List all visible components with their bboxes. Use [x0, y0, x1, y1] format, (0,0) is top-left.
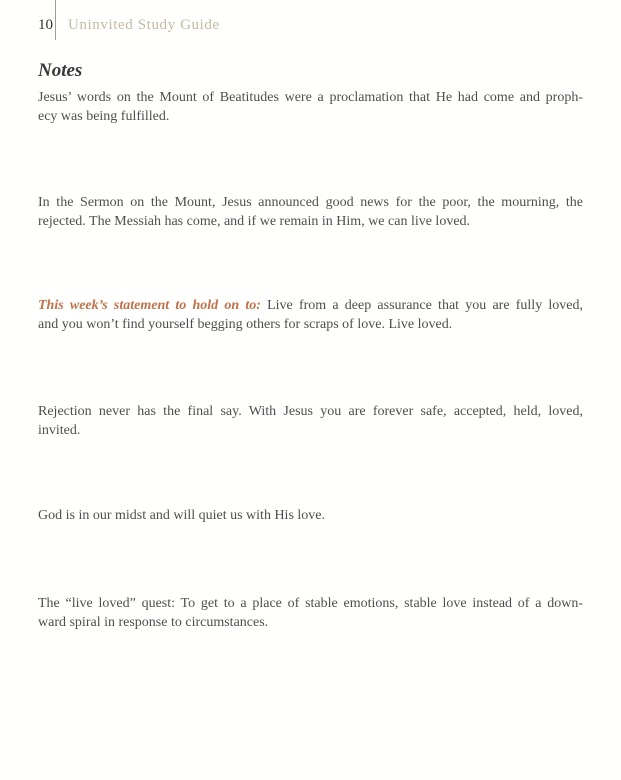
page-number: 10 [38, 17, 53, 33]
note-paragraph [38, 506, 583, 525]
text-line: Jesus’ words on the Mount of Beatitudes were a proclamation that He had come and proph- [38, 90, 583, 105]
text-line: In the Sermon on the Mount, Jesus announced good news for the poor, the mourning, the [38, 195, 583, 210]
notes-heading: Notes [38, 60, 83, 81]
text-line [38, 296, 583, 315]
text-line: ward spiral in response to circumstances. [38, 615, 269, 630]
text-line: and you won’t find yourself begging others for scraps of love. Live loved. [38, 317, 453, 332]
text-line: God is in our midst and will quiet us with His love. [38, 508, 325, 523]
note-paragraph [38, 88, 583, 126]
statement-text: Live from a deep assurance that you are fully loved, [267, 298, 584, 313]
notes-content [38, 88, 583, 632]
page-header [38, 17, 583, 40]
text-line: invited. [38, 423, 81, 438]
statement-lead: This week’s statement to hold on to: [38, 298, 261, 313]
note-paragraph [38, 193, 583, 231]
book-title: Uninvited Study Guide [68, 17, 220, 33]
text-line: The “live loved” quest: To get to a place of stable emotions, stable love instead of a down- [38, 596, 583, 611]
note-paragraph [38, 402, 583, 440]
header-divider [55, 0, 56, 40]
text-line: rejected. The Messiah has come, and if we remain in Him, we can live loved. [38, 214, 471, 229]
text-line: ecy was being fulfilled. [38, 109, 170, 124]
statement-paragraph [38, 296, 583, 334]
text-line: Rejection never has the final say. With Jesus you are forever safe, accepted, held, loved, [38, 404, 583, 419]
note-paragraph [38, 594, 583, 632]
